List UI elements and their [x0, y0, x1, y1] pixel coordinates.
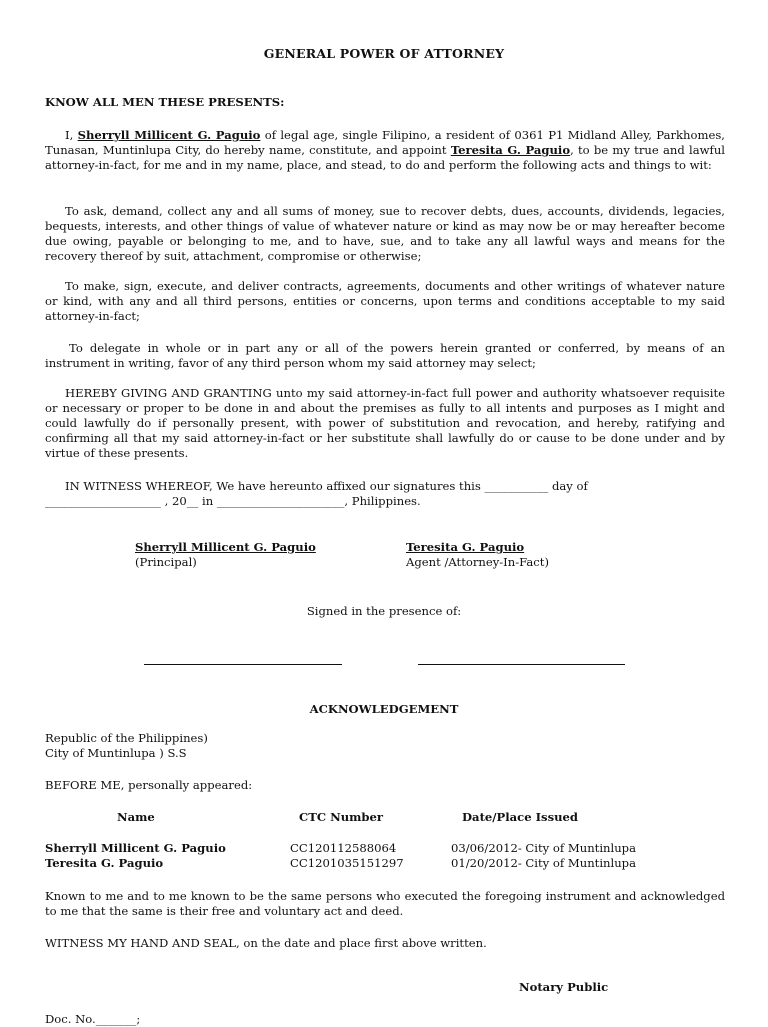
p4-text: To delegate in whole or in part any or all of the powers herein granted or conferred, by means of an instrument in writing, favor of any third person whom my said attorney may select; [45, 341, 725, 370]
doc-no-line: Doc. No._______; [45, 1012, 141, 1026]
table-header-date-place: Date/Place Issued [462, 810, 579, 824]
venue-line-2: City of Muntinlupa ) S.S [45, 746, 187, 760]
p1-text-post: , to be my true and lawful attorney-in-fact, for me and in my name, place, and stead, to do and perform the following acts and things to wit: [45, 143, 725, 172]
acknowledgement-title: ACKNOWLEDGEMENT [309, 702, 459, 716]
witness-signature-line-2 [418, 664, 625, 665]
p2-text: To ask, demand, collect any and all sums of money, sue to recover debts, dues, accounts, dividends, legacies, bequests, interests, and other things of value of whatever nature or kind as may now be or may hereafter become due owing, payable or belonging to me, and to have, sue, and to take any all lawful ways and means for the recovery thereof by suit, attachment, compromise or otherwise; [45, 204, 725, 263]
p3-text: To make, sign, execute, and deliver contracts, agreements, documents and other writings of whatever nature or kind, with any and all third persons, entities or concerns, upon terms and conditions acceptable to my said attorney-in-fact; [45, 279, 725, 323]
notary-public-label: Notary Public [519, 980, 609, 994]
principal-role: (Principal) [135, 555, 197, 569]
paragraph-known: Known to me and to me known to be the same persons who executed the foregoing instrument and acknowledged to me that the same is their free and voluntary act and deed. [45, 889, 725, 918]
agent-role: Agent /Attorney-In-Fact) [406, 555, 549, 569]
table-row-1-ctc: CC120112588064 [290, 841, 397, 855]
principal-signature-name: Sherryll Millicent G. Paguio [135, 540, 316, 554]
witness-hand-line: WITNESS MY HAND AND SEAL, on the date and place first above written. [45, 936, 487, 950]
witness-whereof-line2: ____________________ , 20__ in ______________________, Philippines. [45, 494, 421, 508]
witness-signature-line-1 [144, 664, 342, 665]
principal-name-inline: Sherryll Millicent G. Paguio [77, 128, 261, 142]
paragraph-appointment [45, 128, 725, 173]
before-me-line: BEFORE ME, personally appeared: [45, 778, 253, 792]
table-row-1-date: 03/06/2012- City of Muntinlupa [451, 841, 637, 855]
agent-signature-name: Teresita G. Paguio [406, 540, 525, 554]
paragraph-collect [45, 204, 725, 264]
document-title: GENERAL POWER OF ATTORNEY [263, 46, 505, 61]
paragraph-granting [45, 386, 725, 461]
table-row-2-ctc: CC1201035151297 [290, 856, 404, 870]
p5-text: HEREBY GIVING AND GRANTING unto my said attorney-in-fact full power and authority whatsoever requisite or necessary or proper to be done in and about the premises as fully to all intents and purposes as I might and could lawfully do if personally present, with power of substitution and revocation, and hereby, ratifying and confirming all that my said attorney-in-fact or her substitute shall lawfully do or cause to be done under and by virtue of these presents. [45, 386, 725, 460]
section-heading: KNOW ALL MEN THESE PRESENTS: [45, 95, 285, 109]
paragraph-contracts [45, 279, 725, 324]
table-header-name: Name [117, 810, 155, 824]
signed-in-presence-label: Signed in the presence of: [306, 604, 462, 618]
table-header-ctc: CTC Number [299, 810, 384, 824]
witness-whereof-line1: IN WITNESS WHEREOF, We have hereunto affixed our signatures this ___________ day of [65, 479, 588, 493]
paragraph-delegate [45, 341, 725, 371]
agent-name-inline: Teresita G. Paguio [450, 143, 571, 157]
venue-line-1: Republic of the Philippines) [45, 731, 208, 745]
table-row-2-name: Teresita G. Paguio [45, 856, 164, 870]
p1-text-pre: I, [65, 128, 78, 142]
table-row-1-name: Sherryll Millicent G. Paguio [45, 841, 226, 855]
table-row-2-date: 01/20/2012- City of Muntinlupa [451, 856, 637, 870]
p1-text-mid: of legal age, single Filipino, a resident of 0361 P1 Midland Alley, Parkhomes, Tunasan, Muntinlupa City, do hereby name, constitute, and appoint [45, 128, 725, 157]
